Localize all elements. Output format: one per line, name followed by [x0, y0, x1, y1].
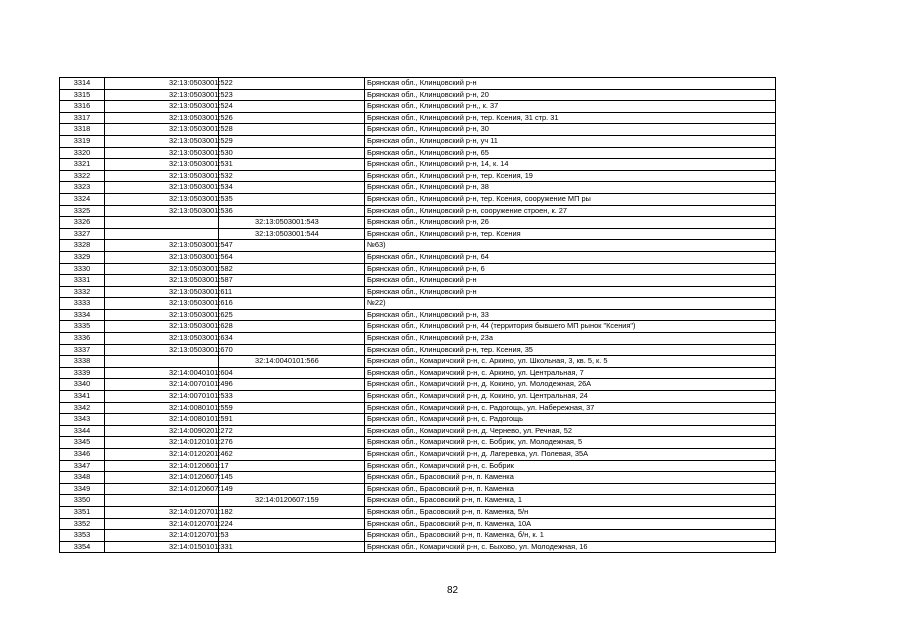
table-row — [60, 286, 776, 298]
address-cell: Брянская обл., Клинцовский р-н, 26 — [365, 217, 776, 229]
cadastral-number-cell — [105, 217, 219, 229]
row-number-cell: 3332 — [60, 286, 105, 298]
table-row — [60, 449, 776, 461]
cadastral-number-alt-cell — [219, 402, 365, 414]
cadastral-number-cell: 32:13:0503001:529 — [105, 135, 219, 147]
address-cell: Брянская обл., Клинцовский р-н, тер. Ксения, 35 — [365, 344, 776, 356]
table-row — [60, 483, 776, 495]
row-number-cell: 3322 — [60, 170, 105, 182]
table-row — [60, 506, 776, 518]
cadastral-number-alt-cell — [219, 182, 365, 194]
cadastral-number-alt-cell — [219, 205, 365, 217]
row-number-cell: 3348 — [60, 472, 105, 484]
address-cell: Брянская обл., Комаричский р-н, с. Быхово, ул. Молодежная, 16 — [365, 541, 776, 553]
row-number-cell: 3327 — [60, 228, 105, 240]
address-cell: Брянская обл., Клинцовский р-н,, к. 37 — [365, 101, 776, 113]
row-number-cell: 3344 — [60, 425, 105, 437]
table-row — [60, 379, 776, 391]
row-number-cell: 3319 — [60, 135, 105, 147]
cadastral-number-cell: 32:13:0503001:531 — [105, 159, 219, 171]
address-cell: Брянская обл., Клинцовский р-н, 38 — [365, 182, 776, 194]
table-row — [60, 205, 776, 217]
row-number-cell: 3334 — [60, 309, 105, 321]
cadastral-number-alt-cell — [219, 78, 365, 90]
cadastral-number-cell: 32:13:0503001:564 — [105, 251, 219, 263]
table-row — [60, 333, 776, 345]
address-cell: №22) — [365, 298, 776, 310]
row-number-cell: 3343 — [60, 414, 105, 426]
cadastral-number-cell — [105, 495, 219, 507]
address-cell: Брянская обл., Клинцовский р-н, 33 — [365, 309, 776, 321]
row-number-cell: 3323 — [60, 182, 105, 194]
row-number-cell: 3328 — [60, 240, 105, 252]
row-number-cell: 3349 — [60, 483, 105, 495]
cadastral-number-cell: 32:13:0503001:522 — [105, 78, 219, 90]
cadastral-number-alt-cell — [219, 159, 365, 171]
address-cell: Брянская обл., Брасовский р-н, п. Каменка, 10А — [365, 518, 776, 530]
row-number-cell: 3352 — [60, 518, 105, 530]
cadastral-number-alt-cell — [219, 518, 365, 530]
table-row — [60, 414, 776, 426]
table-row — [60, 367, 776, 379]
table-row — [60, 182, 776, 194]
cadastral-number-cell: 32:13:0503001:611 — [105, 286, 219, 298]
cadastral-number-alt-cell — [219, 449, 365, 461]
cadastral-number-cell: 32:13:0503001:536 — [105, 205, 219, 217]
address-cell: Брянская обл., Комаричский р-н, с. Радогощь, ул. Набережная, 37 — [365, 402, 776, 414]
cadastral-number-alt-cell: 32:13:0503001:544 — [219, 228, 365, 240]
cadastral-number-cell: 32:13:0503001:523 — [105, 89, 219, 101]
table-row — [60, 193, 776, 205]
table-row — [60, 135, 776, 147]
cadastral-number-alt-cell — [219, 286, 365, 298]
cadastral-number-alt-cell — [219, 275, 365, 287]
cadastral-number-alt-cell — [219, 309, 365, 321]
table-row — [60, 263, 776, 275]
cadastral-number-cell: 32:14:0120101:276 — [105, 437, 219, 449]
cadastral-number-cell: 32:14:0150101:331 — [105, 541, 219, 553]
row-number-cell: 3340 — [60, 379, 105, 391]
table-row — [60, 541, 776, 553]
row-number-cell: 3314 — [60, 78, 105, 90]
cadastral-number-cell: 32:14:0070101:533 — [105, 391, 219, 403]
cadastral-number-alt-cell — [219, 506, 365, 518]
cadastral-number-alt-cell — [219, 147, 365, 159]
row-number-cell: 3321 — [60, 159, 105, 171]
address-cell: Брянская обл., Комаричский р-н, с. Аркино, ул. Школьная, 3, кв. 5, к. 5 — [365, 356, 776, 368]
cadastral-number-alt-cell — [219, 483, 365, 495]
address-cell: Брянская обл., Брасовский р-н, п. Каменка, 5/н — [365, 506, 776, 518]
table-row — [60, 159, 776, 171]
table-row — [60, 356, 776, 368]
cadastral-number-cell: 32:14:0120201:462 — [105, 449, 219, 461]
table-row — [60, 228, 776, 240]
cadastral-number-alt-cell — [219, 298, 365, 310]
cadastral-number-cell: 32:14:0080101:591 — [105, 414, 219, 426]
address-cell: Брянская обл., Клинцовский р-н, тер. Ксения, 31 стр. 31 — [365, 112, 776, 124]
address-cell: Брянская обл., Клинцовский р-н, тер. Ксения — [365, 228, 776, 240]
row-number-cell: 3331 — [60, 275, 105, 287]
row-number-cell: 3325 — [60, 205, 105, 217]
cadastral-number-cell: 32:13:0503001:587 — [105, 275, 219, 287]
row-number-cell: 3316 — [60, 101, 105, 113]
cadastral-number-cell: 32:14:0080101:559 — [105, 402, 219, 414]
table-row — [60, 251, 776, 263]
cadastral-number-alt-cell — [219, 101, 365, 113]
row-number-cell: 3324 — [60, 193, 105, 205]
table-row — [60, 124, 776, 136]
table-row — [60, 321, 776, 333]
cadastral-number-cell: 32:13:0503001:530 — [105, 147, 219, 159]
address-cell: Брянская обл., Клинцовский р-н — [365, 275, 776, 287]
cadastral-number-alt-cell — [219, 344, 365, 356]
cadastral-number-alt-cell — [219, 460, 365, 472]
row-number-cell: 3354 — [60, 541, 105, 553]
table-row — [60, 112, 776, 124]
cadastral-number-alt-cell — [219, 472, 365, 484]
cadastral-number-cell: 32:14:0090201:272 — [105, 425, 219, 437]
address-cell: Брянская обл., Комаричский р-н, с. Аркино, ул. Центральная, 7 — [365, 367, 776, 379]
cadastral-number-cell: 32:13:0503001:616 — [105, 298, 219, 310]
cadastral-number-alt-cell — [219, 530, 365, 542]
cadastral-number-alt-cell — [219, 321, 365, 333]
address-cell: Брянская обл., Клинцовский р-н, 65 — [365, 147, 776, 159]
address-cell: Брянская обл., Клинцовский р-н, тер. Ксения, 19 — [365, 170, 776, 182]
address-cell: Брянская обл., Клинцовский р-н, 44 (территория бывшего МП рынок "Ксения") — [365, 321, 776, 333]
row-number-cell: 3336 — [60, 333, 105, 345]
table-row — [60, 437, 776, 449]
cadastral-number-cell: 32:14:0040101:604 — [105, 367, 219, 379]
address-cell: Брянская обл., Клинцовский р-н, 64 — [365, 251, 776, 263]
address-cell: Брянская обл., Клинцовский р-н, 23а — [365, 333, 776, 345]
row-number-cell: 3317 — [60, 112, 105, 124]
row-number-cell: 3329 — [60, 251, 105, 263]
cadastral-number-alt-cell: 32:13:0503001:543 — [219, 217, 365, 229]
cadastral-number-alt-cell — [219, 193, 365, 205]
cadastral-number-alt-cell — [219, 135, 365, 147]
cadastral-number-cell: 32:14:0120701:224 — [105, 518, 219, 530]
row-number-cell: 3346 — [60, 449, 105, 461]
cadastral-number-alt-cell — [219, 112, 365, 124]
cadastral-number-alt-cell — [219, 124, 365, 136]
cadastral-number-cell: 32:13:0503001:532 — [105, 170, 219, 182]
address-cell: Брянская обл., Брасовский р-н, п. Каменка — [365, 472, 776, 484]
cadastral-number-alt-cell — [219, 379, 365, 391]
cadastral-number-cell: 32:13:0503001:625 — [105, 309, 219, 321]
table-row — [60, 101, 776, 113]
row-number-cell: 3337 — [60, 344, 105, 356]
address-cell: Брянская обл., Комаричский р-н, д. Лагеревка, ул. Полевая, 35А — [365, 449, 776, 461]
table-row — [60, 344, 776, 356]
address-cell: Брянская обл., Клинцовский р-н, 6 — [365, 263, 776, 275]
registry-table — [59, 77, 776, 553]
row-number-cell: 3318 — [60, 124, 105, 136]
cadastral-number-alt-cell — [219, 263, 365, 275]
cadastral-number-cell: 32:14:0120607:149 — [105, 483, 219, 495]
row-number-cell: 3333 — [60, 298, 105, 310]
address-cell: Брянская обл., Комаричский р-н, д. Кокино, ул. Молодежная, 26А — [365, 379, 776, 391]
table-row — [60, 78, 776, 90]
row-number-cell: 3338 — [60, 356, 105, 368]
table-row — [60, 217, 776, 229]
table-row — [60, 530, 776, 542]
cadastral-number-cell: 32:14:0120601:17 — [105, 460, 219, 472]
table-row — [60, 89, 776, 101]
table-row — [60, 240, 776, 252]
cadastral-number-alt-cell — [219, 89, 365, 101]
cadastral-number-alt-cell — [219, 251, 365, 263]
row-number-cell: 3315 — [60, 89, 105, 101]
cadastral-number-cell: 32:13:0503001:528 — [105, 124, 219, 136]
address-cell: Брянская обл., Брасовский р-н, п. Каменка, 1 — [365, 495, 776, 507]
row-number-cell: 3351 — [60, 506, 105, 518]
address-cell: Брянская обл., Клинцовский р-н, 14, к. 14 — [365, 159, 776, 171]
row-number-cell: 3350 — [60, 495, 105, 507]
cadastral-number-cell: 32:14:0120701:53 — [105, 530, 219, 542]
table-row — [60, 309, 776, 321]
cadastral-number-alt-cell — [219, 240, 365, 252]
table-row — [60, 495, 776, 507]
cadastral-number-cell — [105, 228, 219, 240]
cadastral-number-alt-cell — [219, 170, 365, 182]
row-number-cell: 3326 — [60, 217, 105, 229]
table-row — [60, 425, 776, 437]
page-number: 82 — [446, 585, 459, 596]
address-cell: №63) — [365, 240, 776, 252]
cadastral-number-alt-cell — [219, 414, 365, 426]
row-number-cell: 3320 — [60, 147, 105, 159]
row-number-cell: 3353 — [60, 530, 105, 542]
address-cell: Брянская обл., Клинцовский р-н, 20 — [365, 89, 776, 101]
cadastral-number-alt-cell: 32:14:0120607:159 — [219, 495, 365, 507]
row-number-cell: 3345 — [60, 437, 105, 449]
table-row — [60, 402, 776, 414]
table-row — [60, 275, 776, 287]
cadastral-number-alt-cell — [219, 333, 365, 345]
address-cell: Брянская обл., Клинцовский р-н, 30 — [365, 124, 776, 136]
address-cell: Брянская обл., Комаричский р-н, д. Кокино, ул. Центральная, 24 — [365, 391, 776, 403]
row-number-cell: 3335 — [60, 321, 105, 333]
cadastral-number-cell — [105, 356, 219, 368]
cadastral-number-cell: 32:13:0503001:670 — [105, 344, 219, 356]
address-cell: Брянская обл., Брасовский р-н, п. Каменка, б/н, к. 1 — [365, 530, 776, 542]
row-number-cell: 3342 — [60, 402, 105, 414]
cadastral-number-alt-cell — [219, 391, 365, 403]
cadastral-number-cell: 32:13:0503001:535 — [105, 193, 219, 205]
address-cell: Брянская обл., Клинцовский р-н — [365, 78, 776, 90]
cadastral-number-cell: 32:13:0503001:582 — [105, 263, 219, 275]
table-row — [60, 147, 776, 159]
address-cell: Брянская обл., Клинцовский р-н, уч 11 — [365, 135, 776, 147]
address-cell: Брянская обл., Брасовский р-н, п. Каменка — [365, 483, 776, 495]
cadastral-number-alt-cell — [219, 425, 365, 437]
cadastral-number-cell: 32:13:0503001:628 — [105, 321, 219, 333]
table-row — [60, 391, 776, 403]
address-cell: Брянская обл., Комаричский р-н, д. Чернево, ул. Речная, 52 — [365, 425, 776, 437]
table-row — [60, 472, 776, 484]
cadastral-number-cell: 32:13:0503001:547 — [105, 240, 219, 252]
row-number-cell: 3341 — [60, 391, 105, 403]
row-number-cell: 3347 — [60, 460, 105, 472]
table-row — [60, 170, 776, 182]
address-cell: Брянская обл., Комаричский р-н, с. Радогощь — [365, 414, 776, 426]
address-cell: Брянская обл., Комаричский р-н, с. Бобрик, ул. Молодежная, 5 — [365, 437, 776, 449]
registry-table-body — [60, 78, 776, 553]
cadastral-number-cell: 32:14:0120607:145 — [105, 472, 219, 484]
cadastral-number-alt-cell — [219, 437, 365, 449]
cadastral-number-alt-cell — [219, 367, 365, 379]
row-number-cell: 3330 — [60, 263, 105, 275]
cadastral-number-cell: 32:13:0503001:634 — [105, 333, 219, 345]
address-cell: Брянская обл., Клинцовский р-н, сооружение строен, к. 27 — [365, 205, 776, 217]
cadastral-number-alt-cell: 32:14:0040101:566 — [219, 356, 365, 368]
cadastral-number-cell: 32:14:0070101:496 — [105, 379, 219, 391]
cadastral-number-cell: 32:14:0120701:182 — [105, 506, 219, 518]
table-row — [60, 460, 776, 472]
address-cell: Брянская обл., Клинцовский р-н, тер. Ксения, сооружение МП ры — [365, 193, 776, 205]
table-row — [60, 518, 776, 530]
cadastral-number-cell: 32:13:0503001:526 — [105, 112, 219, 124]
address-cell: Брянская обл., Клинцовский р-н — [365, 286, 776, 298]
row-number-cell: 3339 — [60, 367, 105, 379]
cadastral-number-cell: 32:13:0503001:534 — [105, 182, 219, 194]
address-cell: Брянская обл., Комаричский р-н, с. Бобрик — [365, 460, 776, 472]
cadastral-number-alt-cell — [219, 541, 365, 553]
cadastral-number-cell: 32:13:0503001:524 — [105, 101, 219, 113]
table-row — [60, 298, 776, 310]
